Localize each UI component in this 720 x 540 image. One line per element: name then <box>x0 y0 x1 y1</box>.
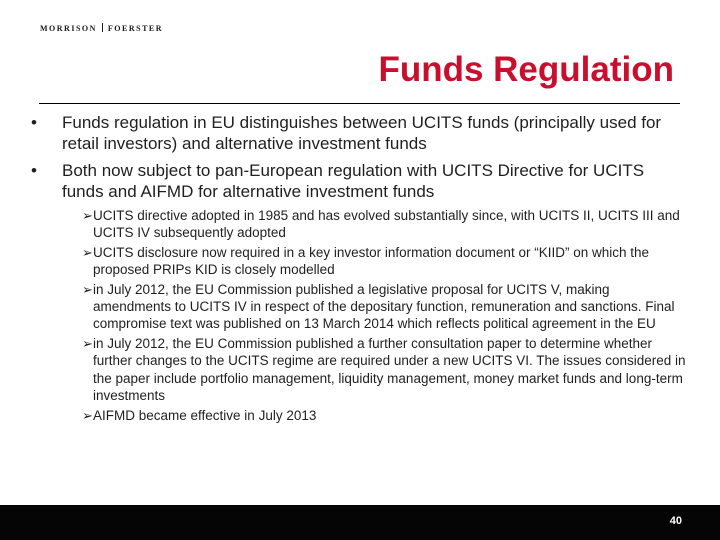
sub-bullet-item <box>26 335 686 404</box>
arrow-bullet-icon: ➢ <box>82 282 93 297</box>
slide-title: Funds Regulation <box>378 50 674 89</box>
bullet-icon: • <box>31 113 37 132</box>
arrow-bullet-icon: ➢ <box>82 245 93 260</box>
sub-bullet-item <box>26 407 686 424</box>
sub-bullet-item <box>26 281 686 333</box>
arrow-bullet-icon: ➢ <box>82 336 93 352</box>
sub-bullet-text: UCITS disclosure now required in a key investor information document or “KIID” on which the proposed PRIPs KID is closely modelled <box>93 245 649 278</box>
sub-bullet-text: AIFMD became effective in July 2013 <box>93 407 317 423</box>
bullet-text: Funds regulation in EU distinguishes between UCITS funds (principally used for retail investors) and alternative investment funds <box>62 113 662 153</box>
logo-divider <box>102 23 103 32</box>
slide-content <box>26 112 686 426</box>
page-number: 40 <box>669 515 682 527</box>
footer-bar <box>0 505 720 540</box>
sub-bullet-text: UCITS directive adopted in 1985 and has evolved substantially since, with UCITS II, UCITS III and UCITS IV subsequently adopted <box>93 208 680 241</box>
arrow-bullet-icon: ➢ <box>82 407 93 423</box>
sub-bullet-text: in July 2012, the EU Commission published a legislative proposal for UCITS V, making amendments to UCITS IV in respect of the depositary function, remuneration and sanctions. Final compromise text was published on 13 March 2014 which reflects political agreement in the EU <box>93 282 675 332</box>
bullet-text: Both now subject to pan-European regulation with UCITS Directive for UCITS funds and AIFMD for alternative investment funds <box>62 161 645 201</box>
sub-bullet-text: in July 2012, the EU Commission published a further consultation paper to determine whether further changes to the UCITS regime are required under a new UCITS VI. The issues considered in the paper include portfolio management, liquidity management, money market funds and long-term investments <box>93 336 686 403</box>
sub-bullet-item <box>26 244 686 278</box>
sub-bullet-item <box>26 207 686 241</box>
title-divider <box>39 103 680 104</box>
bullet-item <box>26 160 686 202</box>
bullet-item <box>26 112 686 154</box>
bullet-icon: • <box>31 161 37 180</box>
sub-bullet-list <box>26 207 686 424</box>
logo-left-text: MORRISON <box>40 24 97 33</box>
company-logo <box>40 23 163 35</box>
logo-right-text: FOERSTER <box>107 24 164 33</box>
arrow-bullet-icon: ➢ <box>82 208 93 223</box>
